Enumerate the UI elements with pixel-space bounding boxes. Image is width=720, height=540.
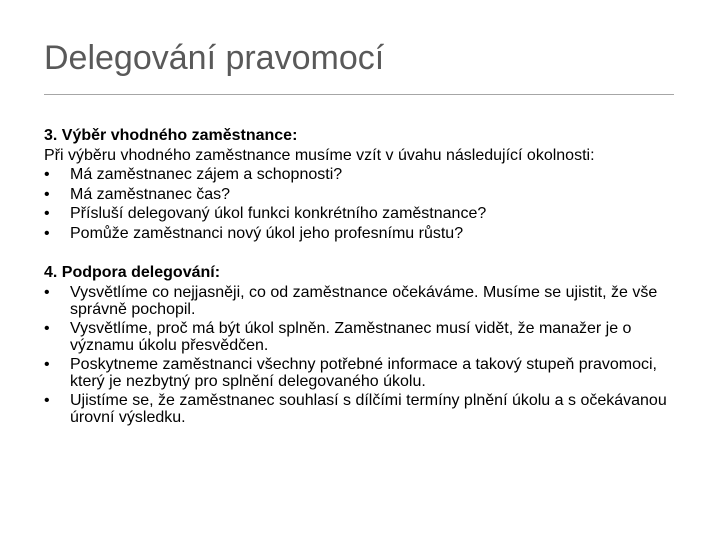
list-item-text: Přísluší delegovaný úkol funkci konkrétního zaměstnance? bbox=[70, 205, 487, 222]
title-divider bbox=[44, 94, 674, 95]
section-4-list bbox=[44, 283, 680, 427]
list-item bbox=[44, 204, 684, 224]
bullet-icon: • bbox=[44, 391, 50, 409]
section-3-heading: 3. Výběr vhodného zaměstnance: bbox=[44, 127, 298, 144]
bullet-icon: • bbox=[44, 355, 50, 373]
list-item-text: Má zaměstnanec čas? bbox=[70, 185, 231, 203]
slide-content bbox=[44, 126, 684, 427]
list-item bbox=[44, 185, 684, 205]
bullet-icon: • bbox=[44, 185, 50, 203]
list-item-text: Poskytneme zaměstnanci všechny potřebné informace a takový stupeň pravomoci, který je nezbytný pro splnění delegovaného úkolu. bbox=[70, 355, 657, 390]
list-item-text: Vysvětlíme, proč má být úkol splněn. Zaměstnanec musí vidět, že manažer je o významu úkolu přesvědčen. bbox=[70, 319, 632, 354]
list-item-text: Pomůže zaměstnanci nový úkol jeho profesnímu růstu? bbox=[70, 224, 464, 242]
section-4-heading: 4. Podpora delegování: bbox=[44, 264, 221, 281]
section-spacer bbox=[44, 243, 684, 263]
list-item bbox=[44, 165, 684, 185]
slide-title: Delegování pravomocí bbox=[44, 39, 385, 77]
bullet-icon: • bbox=[44, 283, 50, 301]
list-item bbox=[44, 319, 680, 355]
list-item bbox=[44, 224, 684, 244]
bullet-icon: • bbox=[44, 319, 50, 337]
bullet-icon: • bbox=[44, 205, 50, 222]
list-item bbox=[44, 391, 680, 427]
list-item-text: Vysvětlíme co nejjasněji, co od zaměstnance očekáváme. Musíme se ujistit, že vše správně pochopil. bbox=[70, 283, 658, 318]
bullet-icon: • bbox=[44, 166, 50, 183]
bullet-icon: • bbox=[44, 224, 50, 242]
list-item bbox=[44, 355, 680, 391]
list-item bbox=[44, 283, 680, 319]
list-item-text: Ujistíme se, že zaměstnanec souhlasí s dílčími termíny plnění úkolu a s očekávanou úrovní výsledku. bbox=[70, 391, 667, 426]
section-3-list bbox=[44, 165, 684, 243]
list-item-text: Má zaměstnanec zájem a schopnosti? bbox=[70, 166, 343, 183]
section-3-intro: Při výběru vhodného zaměstnance musíme vzít v úvahu následující okolnosti: bbox=[44, 146, 595, 164]
